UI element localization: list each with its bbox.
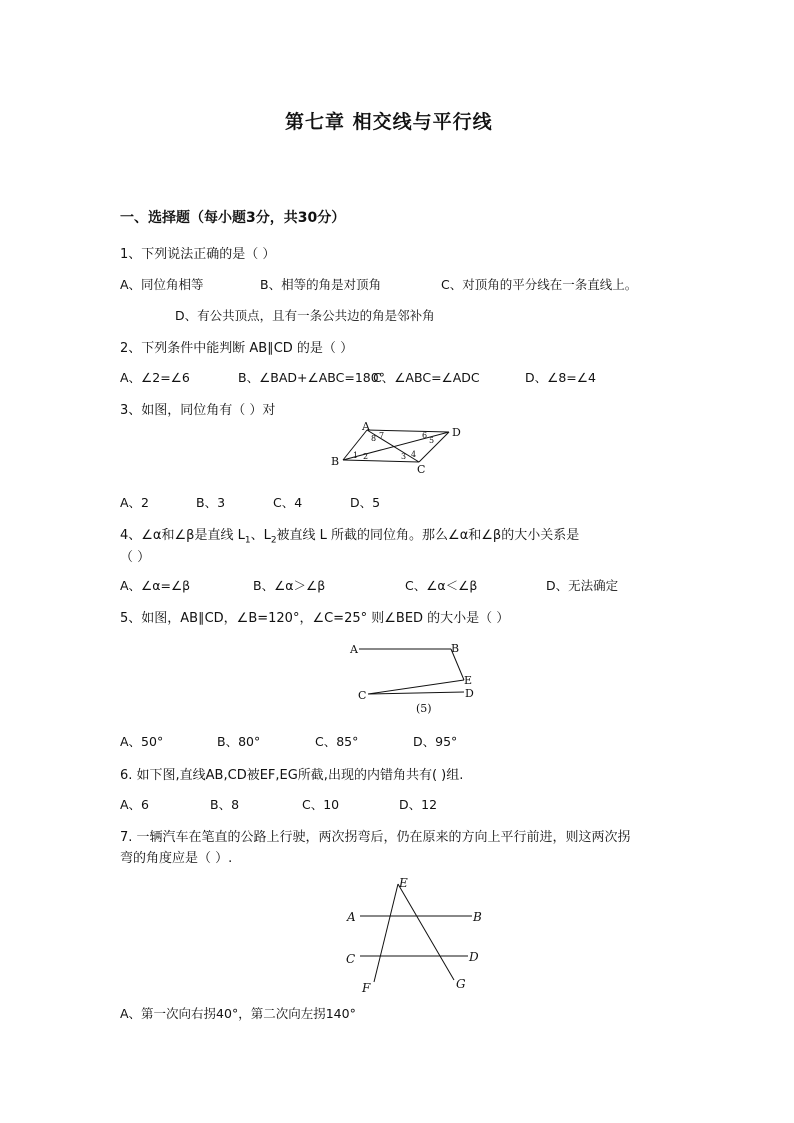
fig3-angle-1: 1 bbox=[353, 451, 359, 460]
question-1-option-a: A、同位角相等 bbox=[120, 277, 204, 292]
question-5-option-b: B、80° bbox=[217, 734, 261, 749]
section-heading: 一、选择题（每小题3分，共30分） bbox=[120, 210, 346, 226]
question-4-option-b: B、∠α＞∠β bbox=[253, 578, 326, 593]
question-3-stem: 3、如图，同位角有（ ）对 bbox=[120, 403, 276, 418]
question-5-option-a: A、50° bbox=[120, 734, 164, 749]
figure-5-diagram bbox=[345, 638, 485, 718]
fig3-angle-2: 2 bbox=[363, 452, 369, 461]
fig3-label-a: A bbox=[362, 420, 370, 433]
fig7-label-f: F bbox=[362, 981, 371, 995]
question-2-option-a: A、∠2=∠6 bbox=[120, 370, 190, 385]
question-2-stem: 2、下列条件中能判断 AB∥CD 的是（ ） bbox=[120, 341, 354, 356]
question-1-option-d: D、有公共顶点，且有一条公共边的角是邻补角 bbox=[175, 308, 435, 323]
fig7-label-a: A bbox=[347, 910, 356, 924]
fig5-caption: (5) bbox=[416, 702, 432, 715]
fig5-label-e: E bbox=[464, 674, 473, 687]
question-6-option-d: D、12 bbox=[399, 797, 438, 812]
question-1-stem: 1、下列说法正确的是（ ） bbox=[120, 247, 276, 262]
question-3-option-a: A、2 bbox=[120, 495, 150, 510]
question-3-option-b: B、3 bbox=[196, 495, 226, 510]
question-6-stem: 6. 如下图,直线AB,CD被EF,EG所截,出现的内错角共有( )组. bbox=[120, 768, 464, 783]
question-4-stem-line2: （ ） bbox=[120, 550, 151, 565]
question-7-stem-line2: 弯的角度应是（ ）. bbox=[120, 851, 233, 866]
fig5-label-a: A bbox=[350, 643, 358, 656]
question-5-stem: 5、如图，AB∥CD，∠B=120°，∠C=25° 则∠BED 的大小是（ ） bbox=[120, 611, 510, 626]
fig3-angle-5: 5 bbox=[429, 436, 435, 445]
fig7-label-c: C bbox=[346, 952, 356, 966]
question-4-option-c: C、∠α＜∠β bbox=[405, 578, 478, 593]
fig5-label-c: C bbox=[358, 689, 367, 702]
fig3-angle-4: 4 bbox=[411, 450, 417, 459]
question-3-option-c: C、4 bbox=[273, 495, 303, 510]
fig7-label-b: B bbox=[473, 910, 482, 924]
fig7-label-d: D bbox=[469, 950, 479, 964]
question-2-option-d: D、∠8=∠4 bbox=[525, 370, 596, 385]
question-2-option-b: B、∠BAD+∠ABC=180° bbox=[238, 370, 385, 385]
question-5-option-d: D、95° bbox=[413, 734, 458, 749]
fig3-label-b: B bbox=[331, 455, 340, 468]
question-4-stem: 4、∠α和∠β是直线 $L_1$、$L_2$被直线 L 所截的同位角。那么∠α和∠β的大小关系是 bbox=[120, 528, 580, 546]
fig3-angle-8: 8 bbox=[371, 434, 377, 443]
question-7-stem: 7. 一辆汽车在笔直的公路上行驶，两次拐弯后，仍在原来的方向上平行前进，则这两次拐 bbox=[120, 830, 631, 845]
question-6-option-b: B、8 bbox=[210, 797, 240, 812]
question-4-option-d: D、无法确定 bbox=[546, 578, 619, 593]
question-2-option-c: C、∠ABC=∠ADC bbox=[373, 370, 480, 385]
fig3-label-c: C bbox=[417, 463, 426, 476]
fig7-label-g: G bbox=[456, 977, 466, 991]
question-6-option-a: A、6 bbox=[120, 797, 150, 812]
question-3-option-d: D、5 bbox=[350, 495, 381, 510]
question-1-option-b: B、相等的角是对顶角 bbox=[260, 277, 382, 292]
fig3-angle-3: 3 bbox=[401, 452, 407, 461]
fig5-label-b: B bbox=[451, 642, 460, 655]
fig7-label-e: E bbox=[399, 876, 408, 890]
fig5-label-d: D bbox=[465, 687, 474, 700]
page-title: 第七章 相交线与平行线 bbox=[285, 111, 493, 133]
question-7-option-a: A、第一次向右拐40°，第二次向左拐140° bbox=[120, 1006, 356, 1021]
question-1-option-c: C、对顶角的平分线在一条直线上。 bbox=[441, 277, 638, 292]
question-4-option-a: A、∠α=∠β bbox=[120, 578, 191, 593]
question-5-option-c: C、85° bbox=[315, 734, 359, 749]
figure-7-diagram bbox=[340, 872, 490, 996]
fig3-angle-7: 7 bbox=[379, 431, 385, 440]
fig3-angle-6: 6 bbox=[422, 431, 428, 440]
fig3-label-d: D bbox=[452, 426, 461, 439]
question-6-option-c: C、10 bbox=[302, 797, 340, 812]
figure-3-diagram bbox=[325, 418, 475, 476]
